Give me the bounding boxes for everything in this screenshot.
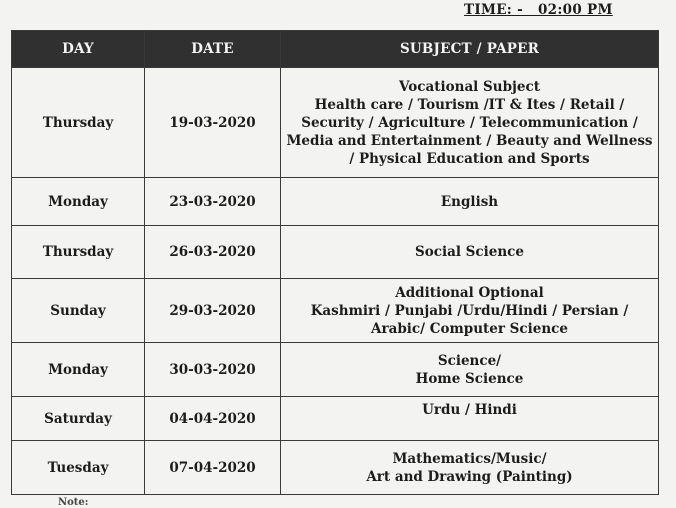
subject-line: Urdu / Hindi — [422, 402, 517, 418]
date-cell: 07-04-2020 — [145, 441, 281, 495]
subject-line: English — [440, 193, 499, 210]
table-row — [12, 343, 659, 397]
subject-line: Media and Entertainment / Beauty and Wellness — [286, 132, 653, 149]
subject-line: Security / Agriculture / Telecommunication / — [301, 114, 638, 131]
subject-line: Health care / Tourism /IT & Ites / Retail / — [314, 96, 625, 113]
exam-time: TIME: - 02:00 PM — [464, 2, 613, 18]
footer-note: Note: — [58, 497, 89, 508]
subject-cell — [281, 441, 659, 495]
date-cell: 29-03-2020 — [145, 279, 281, 343]
day-cell: Thursday — [12, 68, 145, 178]
column-header-date: DATE — [145, 31, 281, 68]
subject-cell — [281, 226, 659, 279]
table-row — [12, 397, 659, 441]
exam-schedule-table — [11, 30, 659, 495]
date-cell: 19-03-2020 — [145, 68, 281, 178]
column-header-day: DAY — [12, 31, 145, 68]
subject-line: Mathematics/Music/ — [392, 450, 547, 467]
table-row — [12, 279, 659, 343]
date-cell: 04-04-2020 — [145, 397, 281, 441]
subject-cell — [281, 68, 659, 178]
day-cell: Tuesday — [12, 441, 145, 495]
subject-line: Art and Drawing (Painting) — [366, 468, 573, 485]
subject-line: Additional Optional — [395, 284, 544, 301]
day-cell: Saturday — [12, 397, 145, 441]
day-cell: Thursday — [12, 226, 145, 279]
table-row — [12, 226, 659, 279]
column-header-subject: SUBJECT / PAPER — [281, 31, 659, 68]
subject-line: Science/ — [437, 352, 502, 369]
date-cell: 23-03-2020 — [145, 178, 281, 226]
date-cell: 26-03-2020 — [145, 226, 281, 279]
subject-cell — [281, 279, 659, 343]
table-row — [12, 68, 659, 178]
subject-line: / Physical Education and Sports — [349, 150, 590, 167]
date-cell: 30-03-2020 — [145, 343, 281, 397]
subject-cell — [281, 343, 659, 397]
subject-line: Social Science — [415, 244, 524, 260]
day-cell: Monday — [12, 343, 145, 397]
subject-cell — [281, 178, 659, 226]
subject-cell — [281, 397, 659, 441]
subject-line: Vocational Subject — [399, 78, 540, 95]
subject-line: Arabic/ Computer Science — [371, 320, 568, 337]
subject-line: Kashmiri / Punjabi /Urdu/Hindi / Persian / — [310, 302, 629, 319]
table-header-row — [12, 31, 659, 68]
subject-line: Home Science — [415, 370, 524, 387]
day-cell: Sunday — [12, 279, 145, 343]
table-row — [12, 178, 659, 226]
day-cell: Monday — [12, 178, 145, 226]
table-row — [12, 441, 659, 495]
